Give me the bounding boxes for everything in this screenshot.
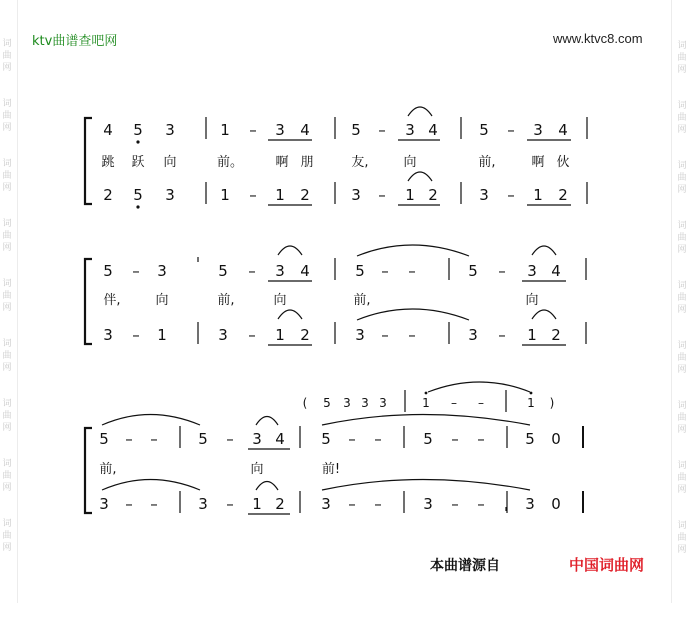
low-octave-dot (136, 140, 139, 143)
dash: – (498, 326, 506, 344)
note: 5 (351, 121, 361, 139)
paren: ) (549, 396, 555, 410)
dash: – (248, 326, 256, 344)
dash: – (408, 262, 416, 280)
lyric: 向 (525, 293, 539, 308)
note: 1 (157, 326, 167, 344)
slur (408, 172, 432, 181)
watermark-group: 词 曲 网 (2, 159, 12, 193)
note: 2 (551, 326, 561, 344)
note: 2 (558, 186, 568, 204)
system-bracket (85, 259, 92, 344)
lyric: 前, (353, 293, 371, 308)
note: 2 (428, 186, 438, 204)
lyric: 向 (250, 462, 264, 477)
note: 3 (165, 186, 175, 204)
dash: – (408, 326, 416, 344)
dash: – (150, 430, 158, 448)
lyric: 跳 (101, 155, 115, 170)
note: 5 (103, 262, 113, 280)
tie (357, 309, 469, 320)
dash: – (451, 495, 459, 513)
tie (102, 480, 200, 491)
slur (278, 310, 302, 319)
dash: – (348, 430, 356, 448)
note: 3 (321, 495, 331, 513)
watermark-group: 词 曲 网 (677, 281, 687, 315)
note: 3 (525, 495, 535, 513)
note: 1 (533, 186, 543, 204)
note: 5 (355, 262, 365, 280)
dash: – (378, 121, 386, 139)
slur (256, 482, 278, 491)
dash: – (125, 430, 133, 448)
note: 5 (423, 430, 433, 448)
dash: – (451, 396, 457, 410)
note: 2 (300, 186, 310, 204)
lyric: 向 (273, 293, 287, 308)
lyric: 伙 (556, 155, 570, 170)
watermark-group: 词 曲 网 (677, 101, 687, 135)
dash: – (381, 262, 389, 280)
watermark-group: 词 曲 网 (2, 339, 12, 373)
dash: – (381, 326, 389, 344)
dash: – (374, 430, 382, 448)
paren: ( (302, 396, 308, 410)
dash: – (374, 495, 382, 513)
note: 4 (558, 121, 568, 139)
source-label: 本曲谱源自 (430, 558, 500, 574)
note: 5 (133, 121, 143, 139)
dash: – (478, 396, 484, 410)
note: 3 (423, 495, 433, 513)
note: 3 (157, 262, 167, 280)
note: 3 (218, 326, 228, 344)
watermark-group: 词 曲 网 (2, 39, 12, 73)
lyric: 向 (155, 293, 169, 308)
tie (322, 415, 530, 426)
slur (532, 310, 556, 319)
site-url-right[interactable]: www.ktvc8.com (553, 31, 643, 46)
note: 1 (422, 396, 430, 410)
note: 1 (527, 396, 535, 410)
note: 1 (527, 326, 537, 344)
lyric: 伴, (103, 293, 121, 308)
note: 3 (103, 326, 113, 344)
watermark-group: 词 曲 网 (677, 461, 687, 495)
watermark-group: 词 曲 网 (2, 519, 12, 553)
watermark-group: 词 曲 网 (677, 161, 687, 195)
dash: – (125, 495, 133, 513)
dash: – (249, 121, 257, 139)
lyric: 朋 (300, 155, 314, 170)
note: 5 (321, 430, 331, 448)
watermark-group: 词 曲 网 (2, 279, 12, 313)
note: 3 (468, 326, 478, 344)
rest: 0 (551, 430, 561, 448)
note: 3 (343, 396, 351, 410)
dash: – (378, 186, 386, 204)
note: 3 (527, 262, 537, 280)
rest: 0 (551, 495, 561, 513)
dash: – (249, 186, 257, 204)
note: 3 (165, 121, 175, 139)
note: 3 (99, 495, 109, 513)
note: 3 (479, 186, 489, 204)
watermark-group: 词 曲 网 (677, 221, 687, 255)
dash: – (507, 186, 515, 204)
system-bracket (85, 118, 92, 204)
note: 3 (198, 495, 208, 513)
note: 4 (551, 262, 561, 280)
note: 5 (99, 430, 109, 448)
note: 3 (355, 326, 365, 344)
slur (408, 107, 432, 116)
watermark-group: 词 曲 网 (677, 401, 687, 435)
note: 1 (220, 186, 230, 204)
lyric: 向 (403, 155, 417, 170)
note: 3 (361, 396, 369, 410)
note: 2 (103, 186, 113, 204)
watermark-group: 词 曲 网 (677, 521, 687, 555)
dash: – (226, 495, 234, 513)
note: 4 (428, 121, 438, 139)
watermark-group: 词 曲 网 (2, 99, 12, 133)
tie (357, 245, 469, 256)
dash: – (348, 495, 356, 513)
note: 2 (275, 495, 285, 513)
low-octave-dot (136, 205, 139, 208)
dash: – (150, 495, 158, 513)
high-octave-dot (425, 392, 428, 395)
note: 2 (300, 326, 310, 344)
lyric: 友, (351, 155, 369, 170)
lyric: 前! (321, 462, 341, 477)
slur (532, 246, 556, 255)
note: 3 (533, 121, 543, 139)
note: 5 (468, 262, 478, 280)
note: 5 (323, 396, 331, 410)
lyric: 啊 (275, 155, 289, 170)
slur (256, 417, 278, 426)
source-site-link[interactable]: 中国词曲网 (569, 556, 645, 574)
note: 4 (275, 430, 285, 448)
watermark-group: 词 曲 网 (2, 459, 12, 493)
site-name-left[interactable]: ktv曲谱查吧网 (32, 34, 118, 49)
note: 3 (379, 396, 387, 410)
tie (102, 415, 200, 426)
lyric: 前, (217, 293, 235, 308)
dash: – (132, 326, 140, 344)
note: 1 (252, 495, 262, 513)
dash: – (507, 121, 515, 139)
dash: – (132, 262, 140, 280)
slur (278, 246, 302, 255)
lyric: 啊 (531, 155, 545, 170)
dash: – (477, 430, 485, 448)
note: 4 (103, 121, 113, 139)
note: 1 (275, 326, 285, 344)
note: 4 (300, 121, 310, 139)
lyric: 向 (163, 155, 177, 170)
note: 3 (252, 430, 262, 448)
note: 1 (275, 186, 285, 204)
dash: – (226, 430, 234, 448)
lyric: 跃 (131, 155, 145, 170)
watermark-group: 词 曲 网 (2, 219, 12, 253)
dash: – (498, 262, 506, 280)
note: 5 (525, 430, 535, 448)
note: 1 (405, 186, 415, 204)
watermark-group: 词 曲 网 (677, 341, 687, 375)
note: 5 (479, 121, 489, 139)
note: 5 (198, 430, 208, 448)
note: 3 (405, 121, 415, 139)
lyric: 前, (99, 462, 117, 477)
lyric: 前, (478, 155, 496, 170)
dash: – (477, 495, 485, 513)
note: 5 (218, 262, 228, 280)
tie (322, 480, 530, 491)
tie (428, 382, 530, 392)
dash: – (451, 430, 459, 448)
note: 4 (300, 262, 310, 280)
note: 5 (133, 186, 143, 204)
note: 3 (351, 186, 361, 204)
high-octave-dot (530, 392, 533, 395)
note: 3 (275, 121, 285, 139)
watermark-group: 词 曲 网 (677, 41, 687, 75)
system-bracket (85, 428, 92, 513)
note: 1 (220, 121, 230, 139)
watermark-group: 词 曲 网 (2, 399, 12, 433)
dash: – (248, 262, 256, 280)
lyric: 前。 (216, 155, 244, 170)
note: 3 (275, 262, 285, 280)
